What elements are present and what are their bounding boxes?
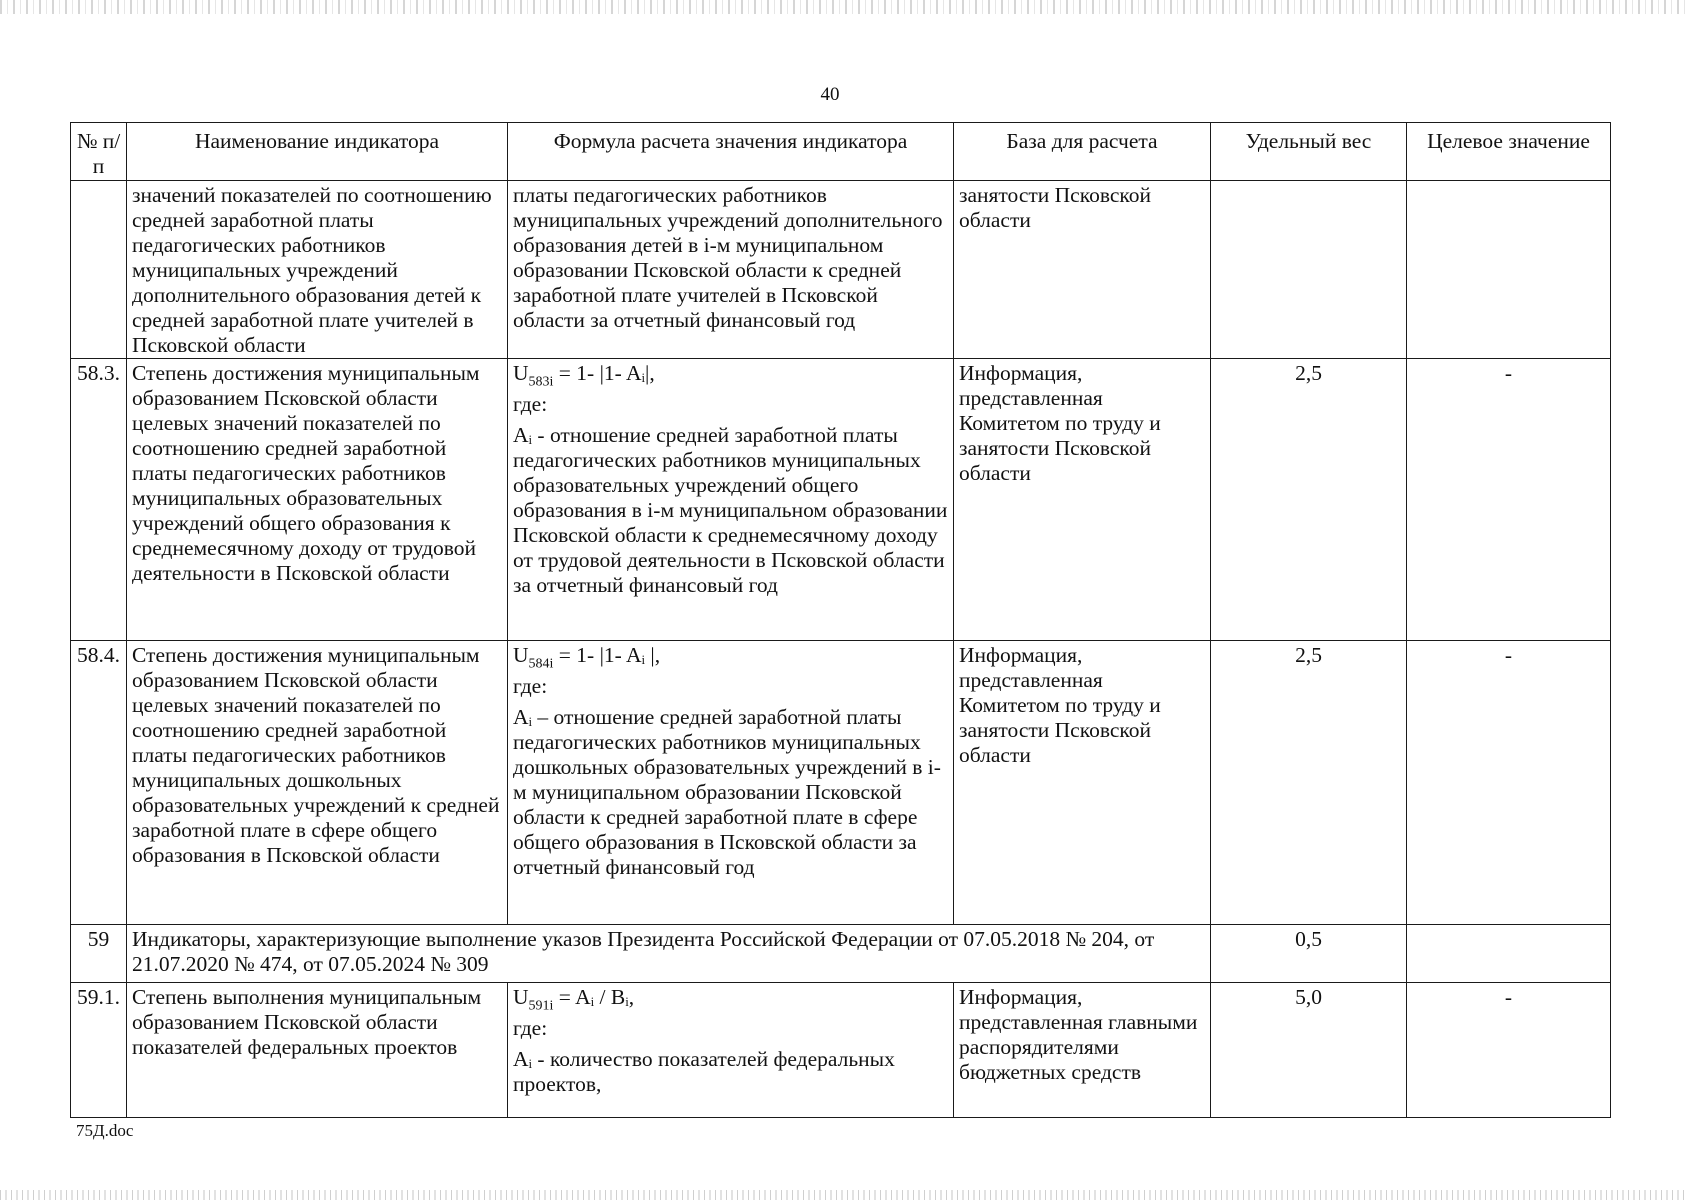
row-num: 58.3. [71,359,127,641]
formula-where: где: [513,392,548,416]
formula-description: Aᵢ - отношение средней заработной платы педагогических работников муниципальных образовательных учреждений общего образования в i-м муниципальном образовании Псковской области к среднемесячному доходу от трудовой деятельности в Псковской области за отчетный финансовый год [513,423,948,597]
formula-expression: $U_{584i} = 1-$ |1- Aᵢ |, [513,643,661,672]
indicators-table [70,122,1611,1118]
header-base: База для расчета [954,123,1211,181]
formula-expression: $U_{591i}$ = Aᵢ / Bᵢ, [513,985,635,1014]
footer-file-name: 75Д.doc [76,1121,134,1140]
row-num: 59 [71,925,127,983]
formula-description: Aᵢ – отношение средней заработной платы педагогических работников муниципальных дошкольных образовательных учреждений в i-м муниципальном образовании Псковской области к средней заработной плате в сфере общего образования в Псковской области за отчетный финансовый год [513,705,941,879]
row-target: - [1407,983,1611,1118]
row-formula [508,983,954,1118]
row-formula [508,641,954,925]
table-row [71,925,1611,983]
formula-description: Aᵢ - количество показателей федеральных проектов, [513,1047,895,1096]
row-name: Индикаторы, характеризующие выполнение указов Президента Российской Федерации от 07.05.2018 № 204, от 21.07.2020 № 474, от 07.05.2024 № 309 [127,925,1211,983]
row-base: Информация, представленная Комитетом по труду и занятости Псковской области [954,359,1211,641]
row-num: 58.4. [71,641,127,925]
row-num: 59.1. [71,983,127,1118]
header-target: Целевое значение [1407,123,1611,181]
table-row [71,359,1611,641]
header-formula: Формула расчета значения индикатора [508,123,954,181]
table-header-row [71,123,1611,181]
row-weight: 2,5 [1211,359,1407,641]
row-name: Степень достижения муниципальным образованием Псковской области целевых значений показателей по соотношению средней заработной платы педагогических работников муниципальных дошкольных образовательных учреждений к средней заработной плате в сфере общего образования в Псковской области [127,641,508,925]
row-name: Степень выполнения муниципальным образованием Псковской области показателей федеральных проектов [127,983,508,1118]
row-weight: 0,5 [1211,925,1407,983]
header-weight: Удельный вес [1211,123,1407,181]
row-target: - [1407,359,1611,641]
row-formula [508,359,954,641]
page-number: 40 [820,84,840,105]
row-weight: 2,5 [1211,641,1407,925]
row-name: Степень достижения муниципальным образованием Псковской области целевых значений показателей по соотношению средней заработной платы педагогических работников муниципальных образовательных учреждений общего образования к среднемесячному доходу от трудовой деятельности в Псковской области [127,359,508,641]
row-target [1407,925,1611,983]
formula-where: где: [513,1016,548,1040]
row-base: Информация, представленная главными распорядителями бюджетных средств [954,983,1211,1118]
row-weight [1211,181,1407,359]
row-weight: 5,0 [1211,983,1407,1118]
row-num [71,181,127,359]
row-name: значений показателей по соотношению средней заработной платы педагогических работников муниципальных учреждений дополнительного образования детей к средней заработной плате учителей в Псковской области [127,181,508,359]
formula-expression: $U_{583i} = 1-$ |1- Aᵢ|, [513,361,655,390]
row-base: занятости Псковской области [954,181,1211,359]
header-num: № п/п [71,123,127,181]
row-target: - [1407,641,1611,925]
row-target [1407,181,1611,359]
header-name: Наименование индикатора [127,123,508,181]
row-formula: платы педагогических работников муниципальных учреждений дополнительного образования детей в i-м муниципальном образовании Псковской области к средней заработной плате учителей в Псковской области за отчетный финансовый год [508,181,954,359]
scan-edge-bottom [0,1190,1686,1200]
formula-where: где: [513,674,548,698]
scan-edge-top [0,0,1686,14]
table-row [71,641,1611,925]
table-row [71,181,1611,359]
row-base: Информация, представленная Комитетом по труду и занятости Псковской области [954,641,1211,925]
table-row [71,983,1611,1118]
